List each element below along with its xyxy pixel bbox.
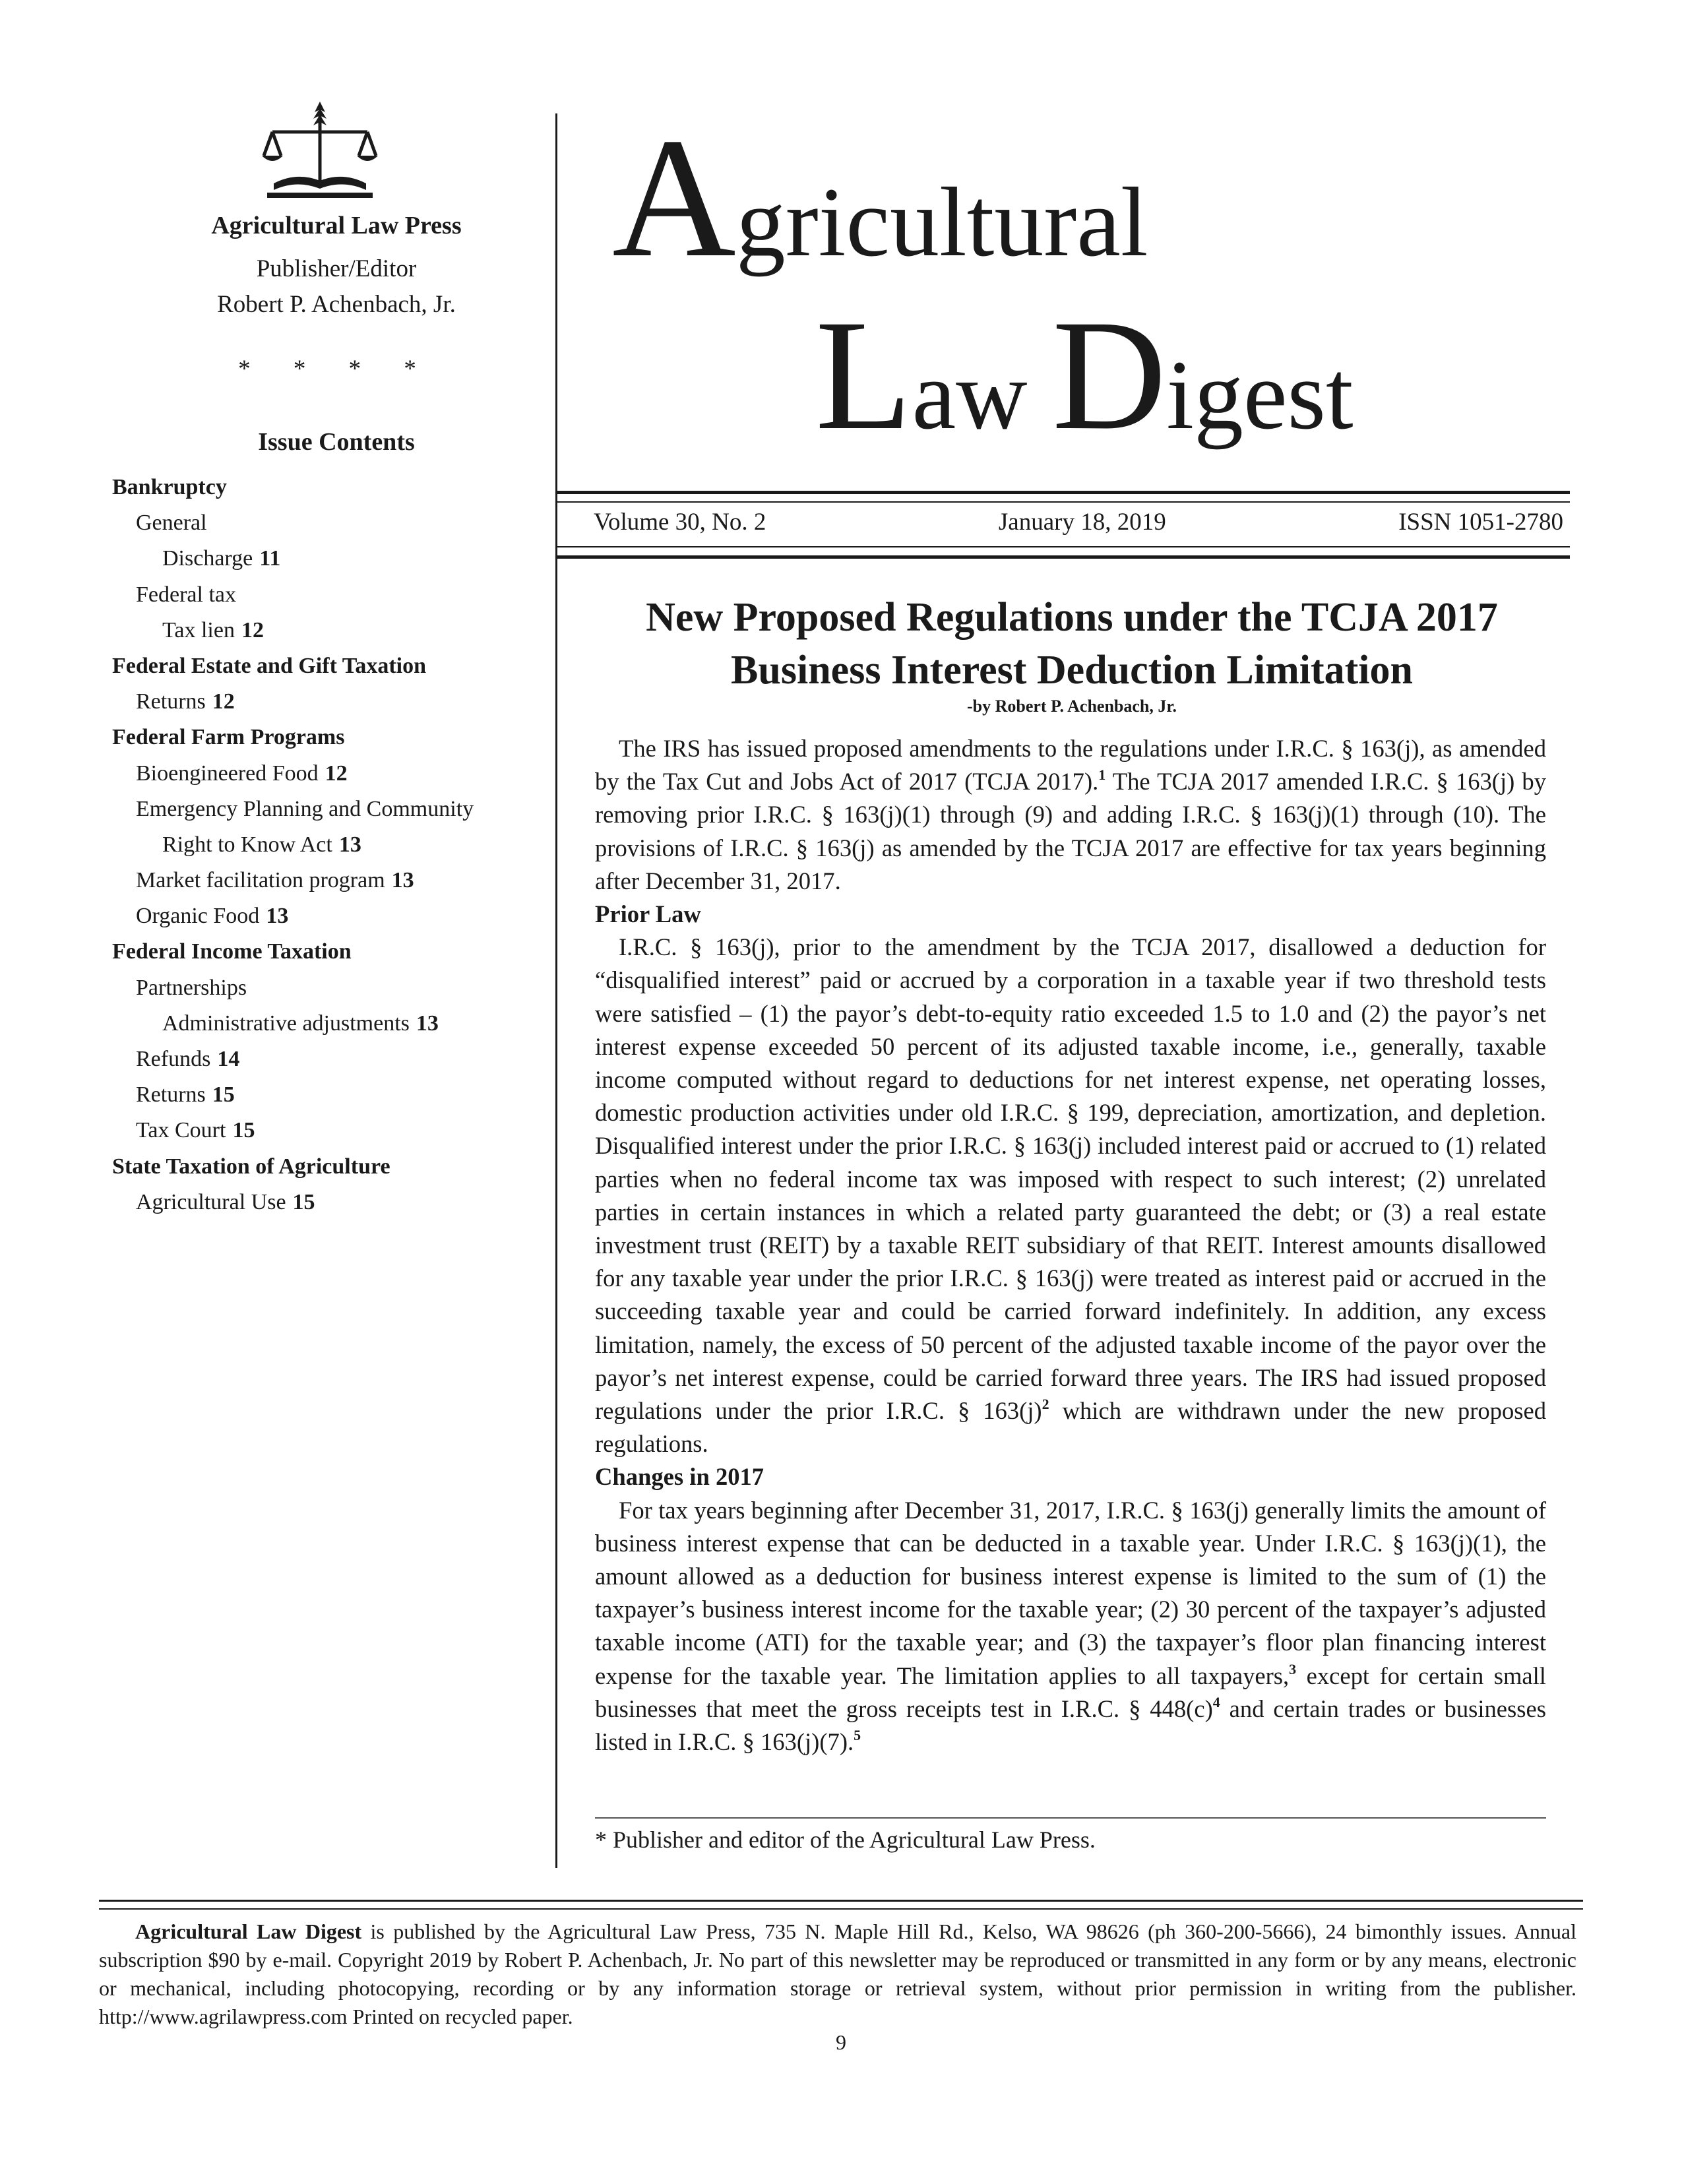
toc-item: Returns 15 xyxy=(136,1082,235,1108)
masthead-line2: Law Digest xyxy=(815,287,1354,462)
masthead-rule xyxy=(555,546,1570,547)
footer-rule xyxy=(99,1908,1583,1910)
section-heading: Prior Law xyxy=(595,900,701,928)
toc-item: Federal tax xyxy=(136,582,236,607)
toc-item: Refunds 14 xyxy=(136,1047,240,1071)
footnote-rule xyxy=(595,1817,1546,1819)
footnote-ref[interactable]: 2 xyxy=(1042,1395,1049,1412)
toc-item: Tax Court 15 xyxy=(136,1118,255,1143)
article-body xyxy=(595,732,1546,1759)
toc-item: Bankruptcy xyxy=(112,475,227,499)
issue-info-line xyxy=(594,508,1570,536)
toc-item: Administrative adjustments 13 xyxy=(162,1011,439,1036)
issn: ISSN 1051-2780 xyxy=(1398,509,1563,536)
column-divider xyxy=(555,113,557,1868)
publisher-role: Publisher/Editor xyxy=(256,255,417,282)
issue-date: January 18, 2019 xyxy=(998,509,1166,536)
issue-contents-list xyxy=(112,470,534,1220)
paragraph: For tax years beginning after December 31, 2017, I.R.C. § 163(j) generally limits the amount of business interest expense that can be deducted in a taxable year. Under I.R.C. § 163(j)(1), the amount allowed as a deduction for business interest expense is limited to the sum of (1) the taxpayer’s business interest income for the taxable year; (2) 30 percent of the taxpayer’s adjusted taxable income (ATI) for the taxable year; and (3) the taxpayer’s floor plan financing interest expense for the taxable year. The limitation applies to all taxpayers,$^3$ except for certain small businesses that meet the gross receipts test in I.R.C. § $448(c)^4$ and certain trades or businesses listed in I.R.C. § 163(j)(7).$^5$ xyxy=(595,1496,1546,1756)
toc-item: Bioengineered Food 12 xyxy=(136,761,348,786)
toc-item: Federal Farm Programs xyxy=(112,725,345,750)
toc-item: Partnerships xyxy=(136,975,247,1000)
article-byline: -by Robert P. Achenbach, Jr. xyxy=(966,697,1177,716)
notice-title: Agricultural Law Digest xyxy=(135,1919,362,1943)
press-name: Agricultural Law Press xyxy=(211,212,462,239)
article-title-line: New Proposed Regulations under the TCJA 2017 xyxy=(646,595,1498,640)
scales-of-justice-logo xyxy=(261,99,379,204)
contents-title: Issue Contents xyxy=(258,428,415,456)
footnote-ref[interactable]: 3 xyxy=(1289,1660,1297,1677)
notice-text: is published by the Agricultural Law Press, 735 N. Maple Hill Rd., Kelso, WA 98626 (ph 360-200-5666), 24 bimonthly issues. Annual subscription $90 by e-mail. Copyright 2019 by Robert P. Achenbach, Jr. No part of this newsletter may be reproduced or transmitted in any form or by any means, electronic or mechanical, including photocopying, recording or by any information storage or retrieval system, without prior permission in writing from the publisher. http://www.agrilawpress.com Printed on recycled paper. xyxy=(99,1919,1577,2028)
toc-item: Emergency Planning and Community xyxy=(136,796,474,821)
toc-item: Organic Food 13 xyxy=(136,904,289,929)
author-footnote: * Publisher and editor of the Agricultural Law Press. xyxy=(595,1826,1096,1853)
footnote-ref[interactable]: 5 xyxy=(854,1726,861,1743)
toc-item: Federal Income Taxation xyxy=(112,939,352,964)
toc-item: Federal Estate and Gift Taxation xyxy=(112,653,427,678)
toc-item: Discharge 11 xyxy=(162,546,281,571)
volume-number: Volume 30, No. 2 xyxy=(594,509,766,536)
toc-item: Returns 12 xyxy=(136,689,235,714)
toc-item: Market facilitation program 13 xyxy=(136,868,414,893)
publisher-name: Robert P. Achenbach, Jr. xyxy=(217,291,456,318)
toc-item: Tax lien 12 xyxy=(162,617,264,642)
section-heading: Changes in 2017 xyxy=(595,1463,764,1491)
toc-item: Agricultural Use 15 xyxy=(136,1189,315,1214)
toc-item: State Taxation of Agriculture xyxy=(112,1154,390,1179)
footer-rule xyxy=(99,1900,1583,1902)
masthead-line1: Agricultural xyxy=(612,103,1148,293)
paragraph: I.R.C. § 163(j), prior to the amendment by the TCJA 2017, disallowed a deduction for “disqualified interest” paid or accrued by a corporation in a taxable year if two threshold tests were satisfied – (1) the payor’s debt-to-equity ratio exceeded 1.5 to 1.0 and (2) the payor’s net interest expense exceeded 50 percent of its adjusted taxable income, i.e., generally, taxable income computed without regard to deductions for net interest expense, net operating losses, domestic production activities under old I.R.C. § 199, depreciation, amortization, and depletion. Disqualified interest under the prior I.R.C. § 163(j) included interest paid or accrued to (1) related parties when no federal income tax was imposed with respect to such interest; (2) unrelated parties in certain instances in which a related party guaranteed the debt; or (3) a real estate investment trust (REIT) by a taxable REIT subsidiary of that REIT. Interest amounts disallowed for any taxable year under the prior I.R.C. § 163(j) were treated as interest paid or accrued in the succeeding taxable year and could be carried forward indefinitely. In addition, any excess limitation, namely, the excess of 50 percent of the adjusted taxable income of the payor over the payor’s net interest expense, could be carried forward three years. The IRS had issued proposed regulations under the prior I.R.C. § $163(j)^2$ which are withdrawn under the new proposed regulations. xyxy=(595,933,1547,1458)
article-title xyxy=(574,591,1570,697)
masthead-rule xyxy=(555,491,1570,494)
masthead-rule xyxy=(555,555,1570,559)
page-number: 9 xyxy=(836,2030,846,2054)
article-title-line: Business Interest Deduction Limitation xyxy=(731,648,1413,693)
footnote-ref[interactable]: 4 xyxy=(1212,1693,1220,1710)
publication-notice xyxy=(99,1918,1576,2031)
footnote-ref[interactable]: 1 xyxy=(1098,766,1106,784)
paragraph: The IRS has issued proposed amendments to the regulations under I.R.C. § 163(j), as amended by the Tax Cut and Jobs Act of 2017 (TCJA 2017).$^1$ The TCJA 2017 amended I.R.C. § 163(j) by removing prior I.R.C. § 163(j)(1) through (9) and adding I.R.C. § 163(j)(1) through (10). The provisions of I.R.C. § 163(j) as amended by the TCJA 2017 are effective for tax years beginning after December 31, 2017. xyxy=(595,735,1547,894)
separator-stars: * * * * xyxy=(238,356,435,383)
masthead-rule xyxy=(555,501,1570,503)
toc-item: Right to Know Act 13 xyxy=(162,832,361,857)
toc-item: General xyxy=(136,511,207,536)
